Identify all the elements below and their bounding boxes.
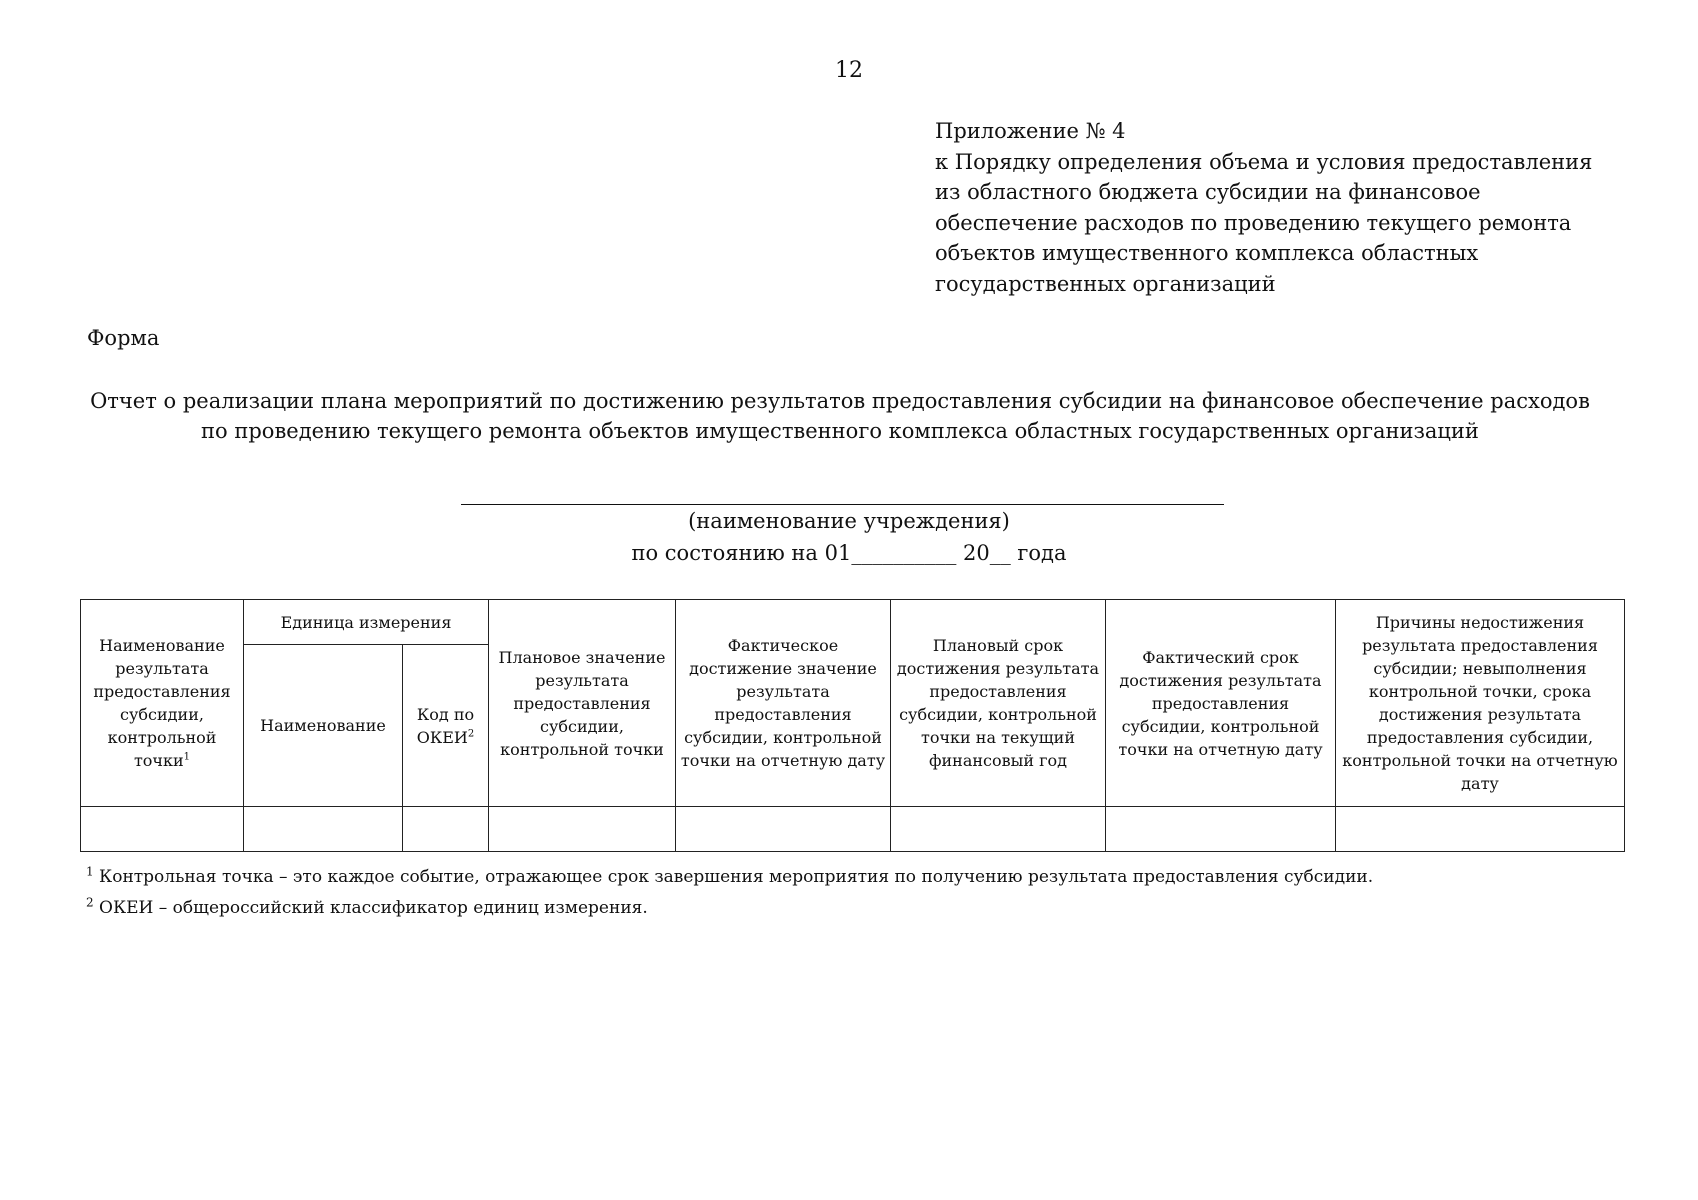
- appendix-block: [935, 116, 1635, 299]
- header-unit-group: Единица измерения: [244, 600, 489, 645]
- footnote-ref: 1: [183, 751, 191, 763]
- header-unit-name: Наименование: [244, 645, 403, 807]
- report-title-line: по проведению текущего ремонта объектов имущественного комплекса областных государственных организаций: [201, 419, 1479, 443]
- organization-caption: (наименование учреждения): [688, 509, 1010, 533]
- table-cell[interactable]: [1106, 807, 1336, 852]
- footnote: [86, 893, 1586, 924]
- footnote-mark: 1: [86, 864, 94, 879]
- table-cell[interactable]: [403, 807, 489, 852]
- header-reasons: Причины недостижения результата предоставления субсидии; невыполнения контрольной точки, срока достижения результата предоставления субсидии, контрольной точки на отчетную дату: [1336, 600, 1625, 807]
- appendix-line: из областного бюджета субсидии на финансовое: [935, 180, 1481, 204]
- header-result-name: [81, 600, 244, 807]
- report-date-line: по состоянию на 01__________ 20__ года: [631, 541, 1067, 565]
- appendix-line: к Порядку определения объема и условия предоставления: [935, 149, 1593, 174]
- appendix-line: объектов имущественного комплекса областных: [935, 241, 1479, 265]
- table-row: [81, 807, 1625, 852]
- table-cell[interactable]: [489, 807, 676, 852]
- header-unit-code-text: Код по ОКЕИ: [416, 704, 475, 747]
- header-actual-value: Фактическое достижение значение результата предоставления субсидии, контрольной точки на отчетную дату: [676, 600, 891, 807]
- table-cell[interactable]: [244, 807, 403, 852]
- report-title: [60, 386, 1620, 446]
- table-cell[interactable]: [676, 807, 891, 852]
- footnote-text: ОКЕИ – общероссийский классификатор единиц измерения.: [99, 898, 648, 918]
- appendix-line: обеспечение расходов по проведению текущего ремонта: [935, 210, 1572, 235]
- report-title-line: Отчет о реализации плана мероприятий по достижению результатов предоставления субсидии на финансовое обеспечение расходов: [90, 389, 1590, 413]
- header-result-name-text: Наименование результата предоставления субсидии, контрольной точки: [93, 636, 231, 770]
- header-planned-value: Плановое значение результата предоставления субсидии, контрольной точки: [489, 600, 676, 807]
- report-table: [80, 599, 1625, 852]
- table-cell[interactable]: [1336, 807, 1625, 852]
- footnotes: [86, 862, 1586, 924]
- footnote-ref: 2: [467, 728, 475, 740]
- header-actual-deadline: Фактический срок достижения результата предоставления субсидии, контрольной точки на отчетную дату: [1106, 600, 1336, 807]
- appendix-line: Приложение № 4: [935, 119, 1126, 143]
- table-cell[interactable]: [81, 807, 244, 852]
- footnote-text: Контрольная точка – это каждое событие, отражающее срок завершения мероприятия по получению результата предоставления субсидии.: [99, 867, 1374, 887]
- header-unit-code: [403, 645, 489, 807]
- footnote: [86, 862, 1586, 893]
- organization-name-blank: [461, 504, 1224, 505]
- form-label: Форма: [87, 326, 160, 350]
- header-planned-deadline: Плановый срок достижения результата предоставления субсидии, контрольной точки на текущий финансовый год: [891, 600, 1106, 807]
- appendix-line: государственных организаций: [935, 271, 1276, 296]
- page-number: 12: [835, 58, 863, 83]
- table-cell[interactable]: [891, 807, 1106, 852]
- footnote-mark: 2: [86, 895, 94, 910]
